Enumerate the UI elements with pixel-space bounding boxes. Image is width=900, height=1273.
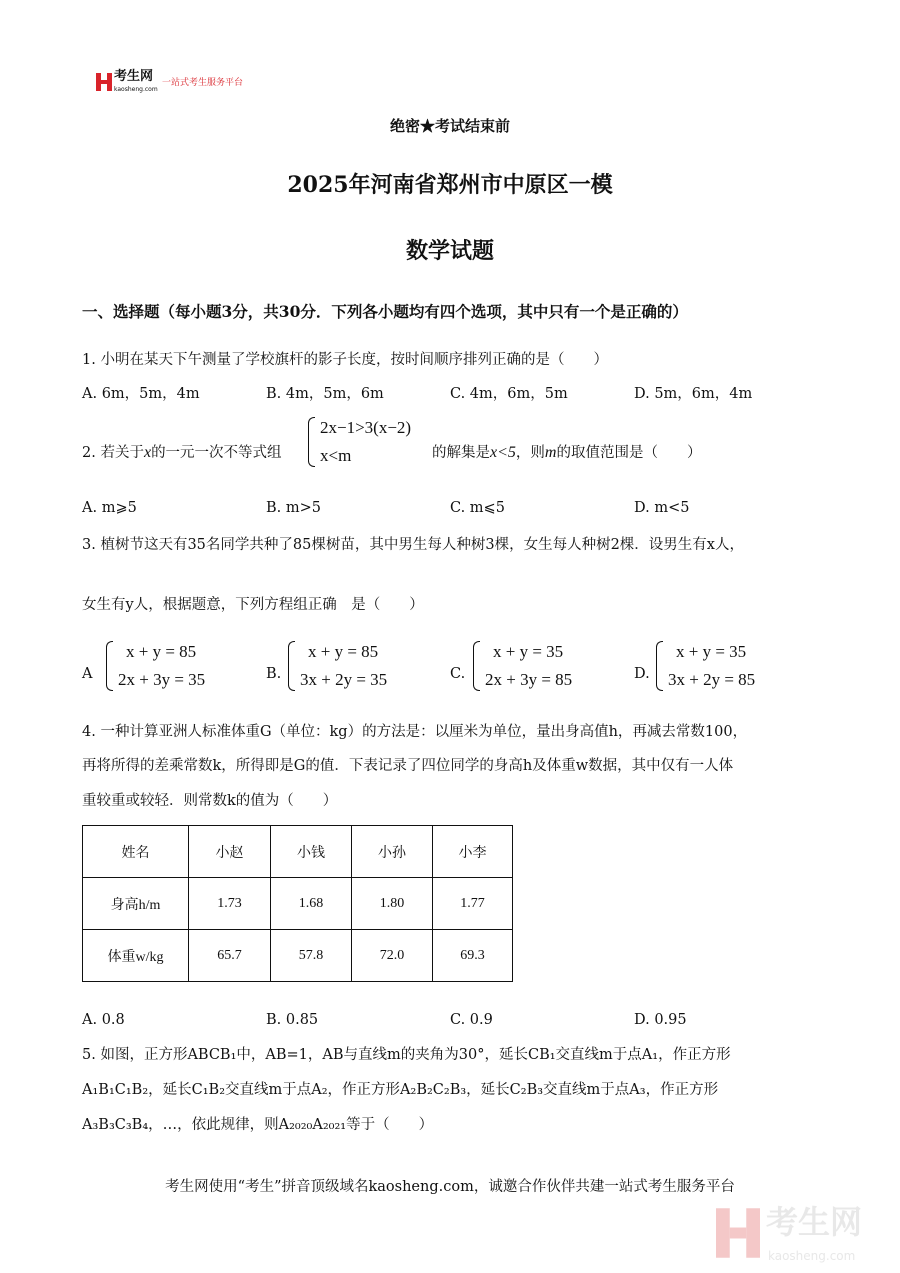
question-3-line-2: 女生有y人，根据题意，下列方程组正确 是（ ） [82,597,424,613]
equation: x + y = 35 [493,642,564,661]
q1-option-b: B. 4m，5m，6m [266,386,384,402]
table-row [83,878,513,930]
q4-option-b: B. 0.85 [266,1012,319,1028]
question-4-line-1: 4. 一种计算亚洲人标准体重G（单位：kg）的方法是：以厘米为单位，量出身高值h，再减去常数100， [82,724,748,740]
q4-option-d: D. 0.95 [634,1012,687,1028]
table-cell: 1.68 [271,878,352,930]
table-header-row [83,826,513,878]
q3-option-c-system [473,638,572,694]
table-cell: 1.73 [189,878,271,930]
table-header: 小孙 [352,826,433,878]
logo-domain: kaosheng.com [114,86,158,93]
table-header: 小钱 [271,826,352,878]
section-heading: 一、选择题（每小题3分，共30分．下列各小题均有四个选项，其中只有一个是正确的） [82,302,688,321]
q2-var: x [143,444,152,461]
question-2 [82,443,282,462]
table-cell: 65.7 [189,930,271,982]
table-cell: 69.3 [433,930,513,982]
q1-option-a: A. 6m，5m，4m [82,386,200,402]
question-5-line-3: A₃B₃C₃B₄，…，依此规律，则A₂₀₂₀A₂₀₂₁等于（ ） [82,1117,434,1133]
watermark-domain: kaosheng.com [768,1249,856,1263]
q2-text: 的取值范围是（ ） [556,445,702,461]
q1-option-c: C. 4m，6m，5m [450,386,568,402]
question-4-line-3: 重较重或较轻．则常数k的值为（ ） [82,793,338,809]
q3-option-c-label: C. [450,666,466,682]
q3-option-b-label: B. [266,666,282,682]
q2-inequality-1: 2x−1>3(x−2) [320,418,412,437]
table-row [83,930,513,982]
equation: 2x + 3y = 85 [485,670,573,689]
q2-option-a: A. m⩾5 [82,500,137,516]
page-title: 2025年河南省郑州市中原区一模 [287,172,613,198]
table-header: 小李 [433,826,513,878]
q2-option-c: C. m⩽5 [450,500,505,516]
watermark-brand: 考生网 [766,1203,863,1241]
page-subtitle: 数学试题 [405,238,494,264]
q3-option-a-system [106,638,205,694]
q1-option-d: D. 5m，6m，4m [634,386,753,402]
q2-text: 的一元一次不等式组 [151,445,282,461]
equation: x + y = 85 [308,642,379,661]
kaosheng-watermark [716,1203,886,1269]
q3-option-d-system [656,638,755,694]
q2-text: 2. 若关于 [82,445,144,461]
table-cell: 72.0 [352,930,433,982]
equation: x + y = 85 [126,642,197,661]
height-weight-table [82,825,513,982]
question-3-line-1: 3. 植树节这天有35名同学共种了85棵树苗，其中男生每人种树3棵，女生每人种树2棵．设男生有x人， [82,537,744,553]
page-footer: 考生网使用“考生”拼音顶级域名kaosheng.com，诚邀合作伙伴共建一站式考生服务平台 [165,1179,735,1195]
table-cell: 体重w/kg [83,930,189,982]
table-header: 姓名 [83,826,189,878]
q3-option-d-label: D. [634,666,650,682]
q2-condition: x<5 [490,444,516,461]
logo-slogan: 一站式考生服务平台 [162,78,244,88]
question-5-line-2: A₁B₁C₁B₂，延长C₁B₂交直线m于点A₂，作正方形A₂B₂C₂B₃，延长C₂B₃交直线m于点A₃，作正方形 [82,1082,719,1098]
q3-option-b-system [288,638,387,694]
q2-text: ，则 [515,445,545,461]
equation: 2x + 3y = 35 [118,670,206,689]
table-header: 小赵 [189,826,271,878]
question-2-cont [432,443,701,462]
q2-var: m [544,444,557,461]
q4-option-a: A. 0.8 [82,1012,125,1028]
q2-option-d: D. m<5 [634,500,690,516]
q2-inequality-2: x<m [320,446,352,465]
q2-text: 的解集是 [432,445,490,461]
kaosheng-logo-icon [96,73,112,91]
question-4-line-2: 再将所得的差乘常数k，所得即是G的值．下表记录了四位同学的身高h及体重w数据，其中仅有一人体 [82,758,734,774]
table-cell: 身高h/m [83,878,189,930]
table-cell: 57.8 [271,930,352,982]
table-cell: 1.77 [433,878,513,930]
equation: x + y = 35 [676,642,747,661]
logo-brand: 考生网 [114,69,154,84]
table-cell: 1.80 [352,878,433,930]
question-5-line-1: 5. 如图，正方形ABCB₁中，AB=1，AB与直线m的夹角为30°，延长CB₁交直线m于点A₁，作正方形 [82,1047,731,1063]
q3-option-a-label: A [82,666,93,682]
question-1: 1. 小明在某天下午测量了学校旗杆的影子长度，按时间顺序排列正确的是（ ） [82,352,608,368]
q4-option-c: C. 0.9 [450,1012,493,1028]
equation: 3x + 2y = 85 [668,670,756,689]
watermark-logo-icon [716,1207,760,1259]
secret-label: 绝密★考试结束前 [389,117,510,135]
equation: 3x + 2y = 35 [300,670,388,689]
q2-inequality-system [308,414,411,470]
q2-option-b: B. m>5 [266,500,321,516]
